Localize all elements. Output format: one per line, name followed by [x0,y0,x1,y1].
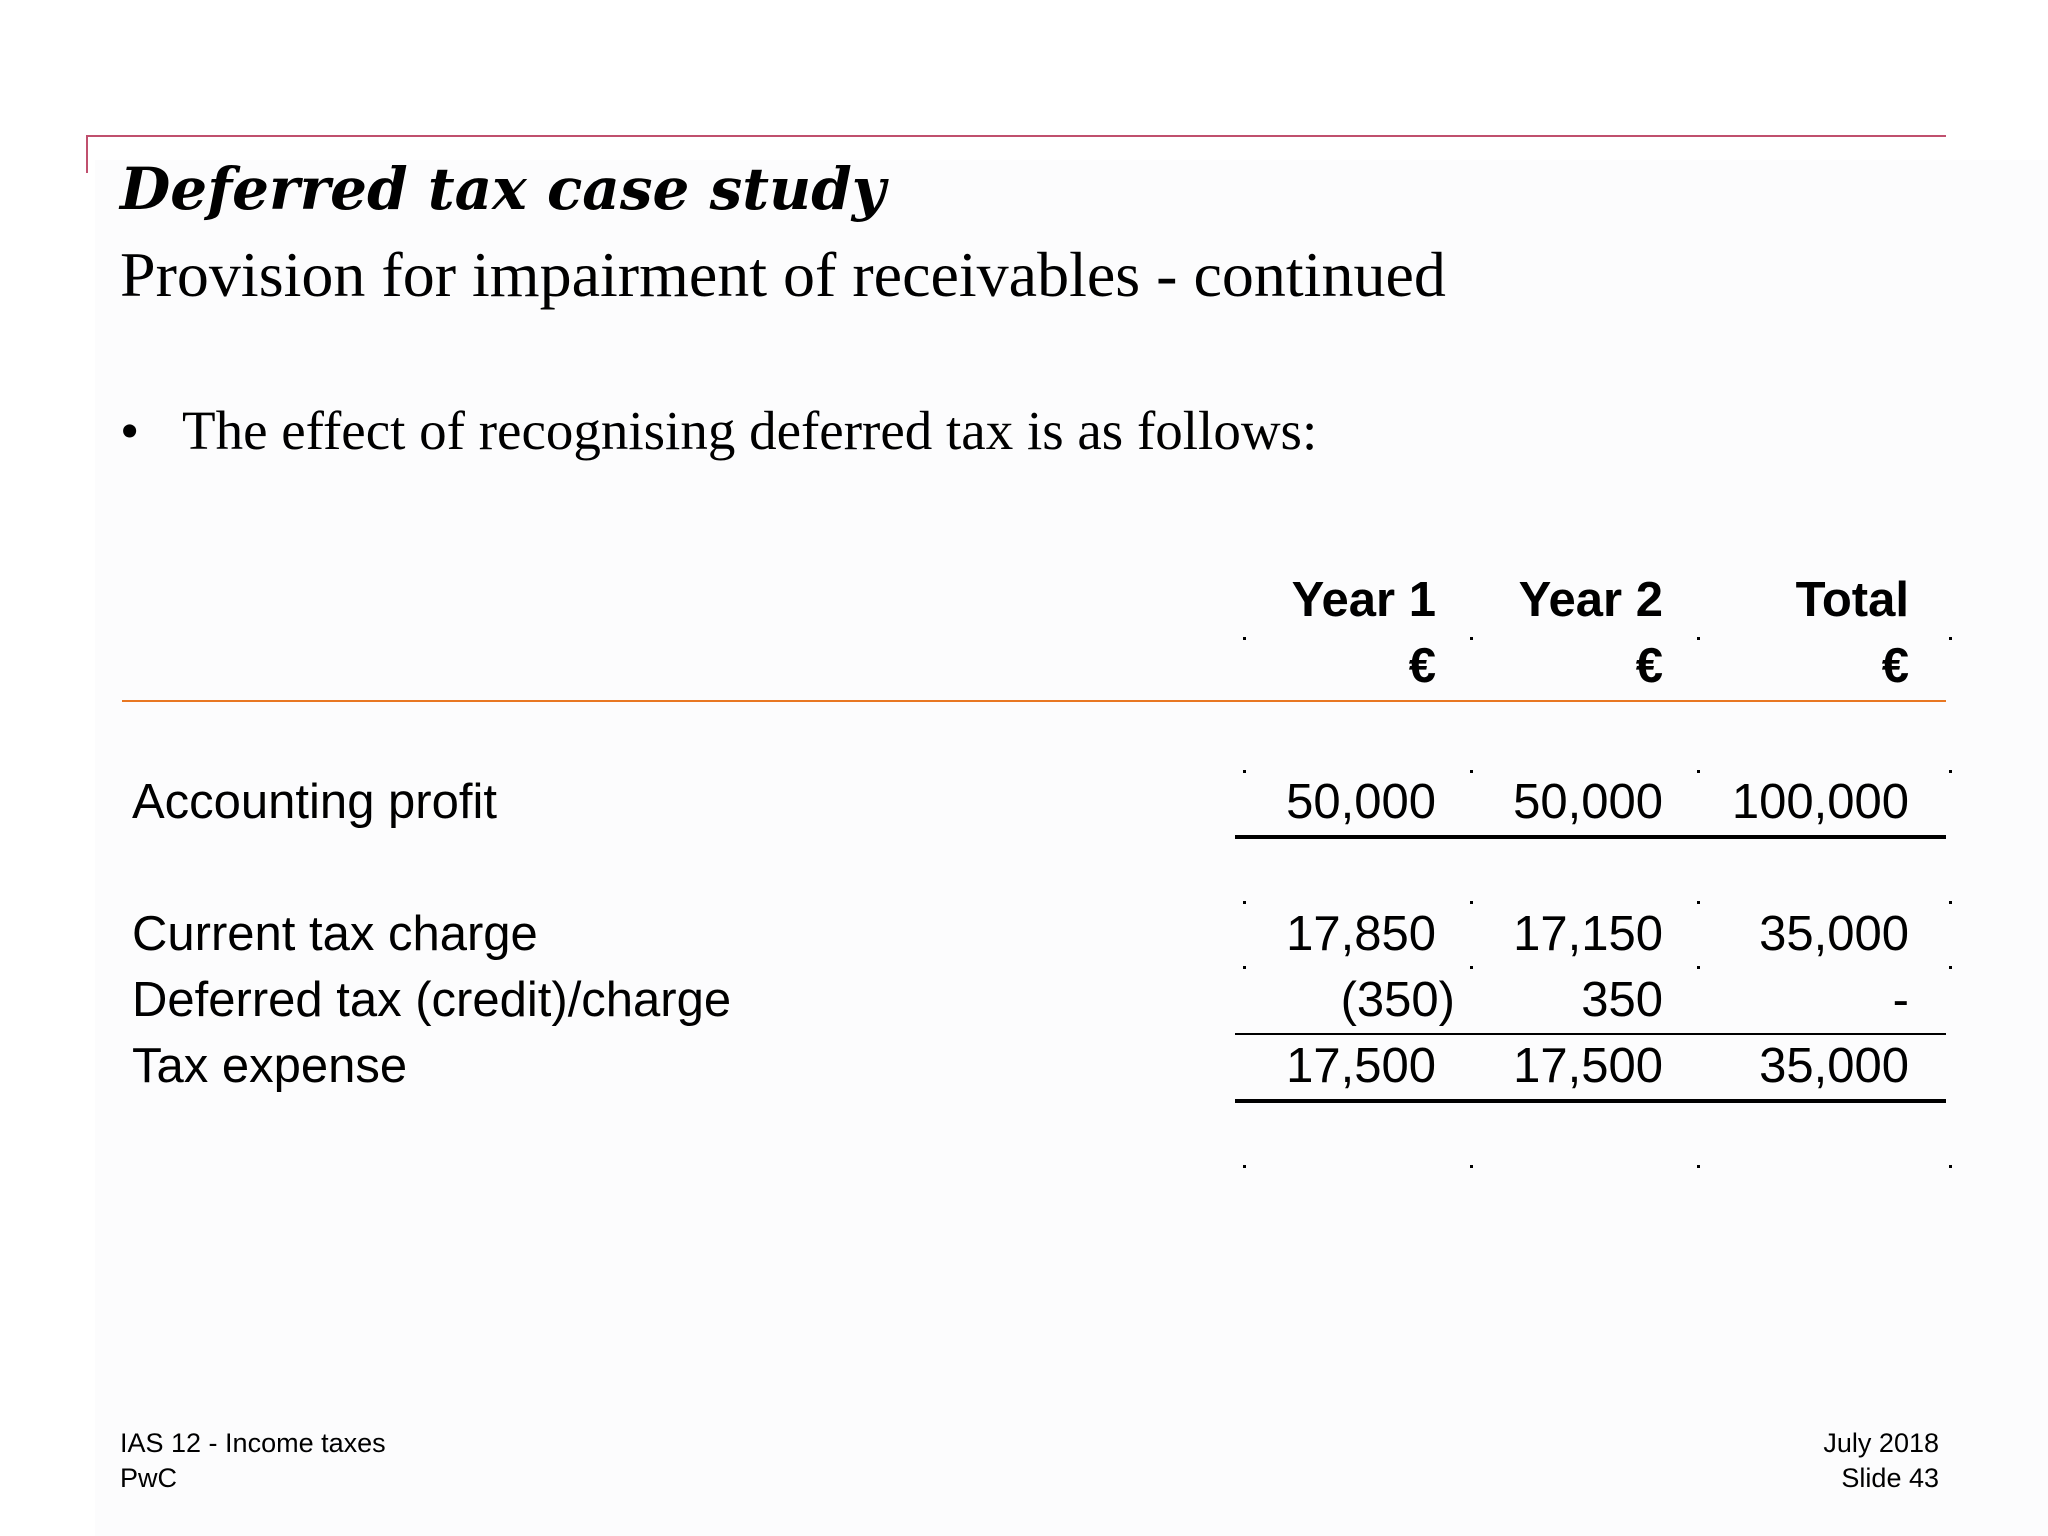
cell-accounting-profit-total: 100,000 [1731,775,1909,829]
grid-marker-dot [1697,966,1700,969]
grid-marker-dot [1697,770,1700,773]
cell-accounting-profit-year-1: 50,000 [1286,775,1436,829]
column-unit-total: € [1881,639,1909,693]
cell-tax-expense-year-1: 17,500 [1286,1039,1436,1093]
row-label-accounting-profit: Accounting profit [132,775,497,829]
grid-marker-dot [1243,770,1246,773]
cell-tax-expense-total: 35,000 [1759,1039,1909,1093]
bullet-icon: • [120,400,140,461]
grid-marker-dot [1949,1165,1952,1168]
grid-marker-dot [1470,770,1473,773]
grid-marker-dot [1697,637,1700,640]
cell-current-tax-year-1: 17,850 [1286,907,1436,961]
column-unit-year-1: € [1408,639,1436,693]
grid-marker-dot [1243,637,1246,640]
header-divider [122,700,1946,702]
cell-deferred-tax-year-1: (350) [1340,973,1455,1027]
cell-accounting-profit-year-2: 50,000 [1513,775,1663,829]
grid-marker-dot [1949,966,1952,969]
grid-marker-dot [1243,1165,1246,1168]
cell-current-tax-year-2: 17,150 [1513,907,1663,961]
cell-deferred-tax-year-2: 350 [1581,973,1663,1027]
bullet-item [120,398,1317,464]
grid-marker-dot [1470,637,1473,640]
grid-marker-dot [1697,901,1700,904]
column-unit-year-2: € [1635,639,1663,693]
grid-marker-dot [1949,637,1952,640]
column-header-year-1: Year 1 [1291,573,1436,627]
column-header-total: Total [1795,573,1909,627]
grid-marker-dot [1470,1165,1473,1168]
grid-marker-dot [1949,901,1952,904]
content-panel [95,155,2048,1536]
row-label-current-tax-charge: Current tax charge [132,907,538,961]
column-header-year-2: Year 2 [1518,573,1663,627]
footer-company: PwC [120,1462,178,1493]
total-underline [1235,1099,1946,1103]
grid-marker-dot [1697,1165,1700,1168]
cell-tax-expense-year-2: 17,500 [1513,1039,1663,1093]
grid-marker-dot [1949,770,1952,773]
grid-marker-dot [1243,901,1246,904]
cell-current-tax-total: 35,000 [1759,907,1909,961]
grid-marker-dot [1470,901,1473,904]
row-label-deferred-tax: Deferred tax (credit)/charge [132,973,732,1027]
slide-subtitle: Provision for impairment of receivables - continued [120,239,1446,310]
row-underline [1235,835,1946,839]
footer-left [120,1426,386,1495]
title-rule [86,135,1946,137]
bullet-text: The effect of recognising deferred tax is as follows: [182,400,1318,461]
grid-marker-dot [1470,966,1473,969]
title-rule-tick [86,135,88,173]
footer-slide-number: Slide 43 [1841,1462,1939,1493]
grid-marker-dot [1243,966,1246,969]
cell-deferred-tax-total: - [1892,973,1909,1027]
row-label-tax-expense: Tax expense [132,1039,408,1093]
footer-date: July 2018 [1823,1428,1939,1458]
subtotal-underline [1235,1033,1946,1035]
footer-course-title: IAS 12 - Income taxes [120,1428,386,1458]
footer-right [1823,1426,1939,1495]
slide-title: Deferred tax case study [120,155,886,223]
